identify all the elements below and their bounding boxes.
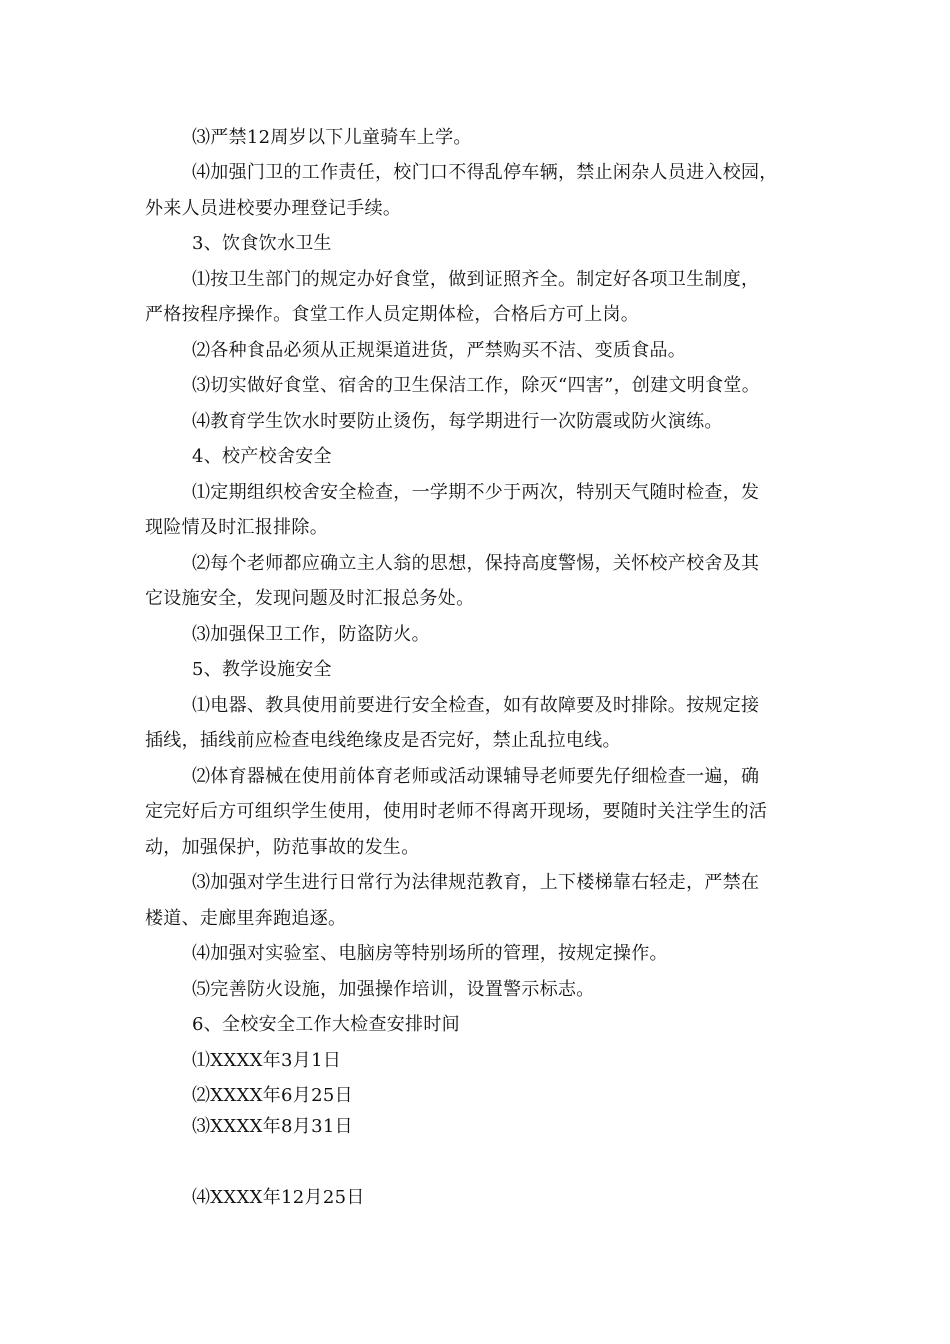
list-item: ⑷XXXX年12月25日	[192, 1187, 365, 1208]
list-item: ⑵体育器械在使用前体育老师或活动课辅导老师要先仔细检查一遍，确	[192, 766, 760, 787]
list-item: ⑶加强对学生进行日常行为法律规范教育，上下楼梯靠右轻走，严禁在	[192, 872, 760, 893]
list-item-continuation: 定完好后方可组织学生使用，使用时老师不得离开现场，要随时关注学生的活	[145, 801, 768, 822]
list-item: ⑵XXXX年6月25日	[192, 1085, 353, 1106]
list-item: ⑷加强门卫的工作责任，校门口不得乱停车辆，禁止闲杂人员进入校园，	[192, 162, 778, 183]
list-item: ⑸完善防火设施，加强操作培训，设置警示标志。	[192, 979, 595, 1000]
section-heading: 3、饮食饮水卫生	[192, 233, 332, 254]
list-item-continuation: 它设施安全，发现问题及时汇报总务处。	[145, 588, 475, 609]
list-item: ⑷教育学生饮水时要防止烫伤，每学期进行一次防震或防火演练。	[192, 411, 723, 432]
list-item-continuation: 严格按程序操作。食堂工作人员定期体检，合格后方可上岗。	[145, 304, 640, 325]
list-item: ⑶切实做好食堂、宿舍的卫生保洁工作，除灭“四害”，创建文明食堂。	[192, 375, 761, 396]
list-item: ⑴按卫生部门的规定办好食堂，做到证照齐全。制定好各项卫生制度，	[192, 269, 760, 290]
section-heading: 6、全校安全工作大检查安排时间	[192, 1014, 460, 1035]
list-item-continuation: 外来人员进校要办理登记手续。	[145, 198, 402, 219]
list-item-continuation: 插线，插线前应检查电线绝缘皮是否完好，禁止乱拉电线。	[145, 730, 621, 751]
list-item-continuation: 动，加强保护，防范事故的发生。	[145, 837, 420, 858]
list-item-continuation: 现险情及时汇报排除。	[145, 517, 328, 538]
section-heading: 4、校产校舍安全	[192, 446, 332, 467]
list-item: ⑶加强保卫工作，防盗防火。	[192, 624, 430, 645]
list-item: ⑴定期组织校舍安全检查，一学期不少于两次，特别天气随时检查，发	[192, 482, 760, 503]
list-item: ⑴电器、教具使用前要进行安全检查，如有故障要及时排除。按规定接	[192, 695, 760, 716]
list-item: ⑴XXXX年3月1日	[192, 1050, 342, 1071]
list-item-continuation: 楼道、走廊里奔跑追逐。	[145, 908, 347, 929]
section-heading: 5、教学设施安全	[192, 659, 332, 680]
list-item: ⑶XXXX年8月31日	[192, 1116, 353, 1137]
list-item: ⑶严禁12周岁以下儿童骑车上学。	[192, 127, 472, 148]
list-item: ⑵每个老师都应确立主人翁的思想，保持高度警惕，关怀校产校舍及其	[192, 553, 760, 574]
list-item: ⑵各种食品必须从正规渠道进货，严禁购买不洁、变质食品。	[192, 340, 687, 361]
list-item: ⑷加强对实验室、电脑房等特别场所的管理，按规定操作。	[192, 943, 668, 964]
